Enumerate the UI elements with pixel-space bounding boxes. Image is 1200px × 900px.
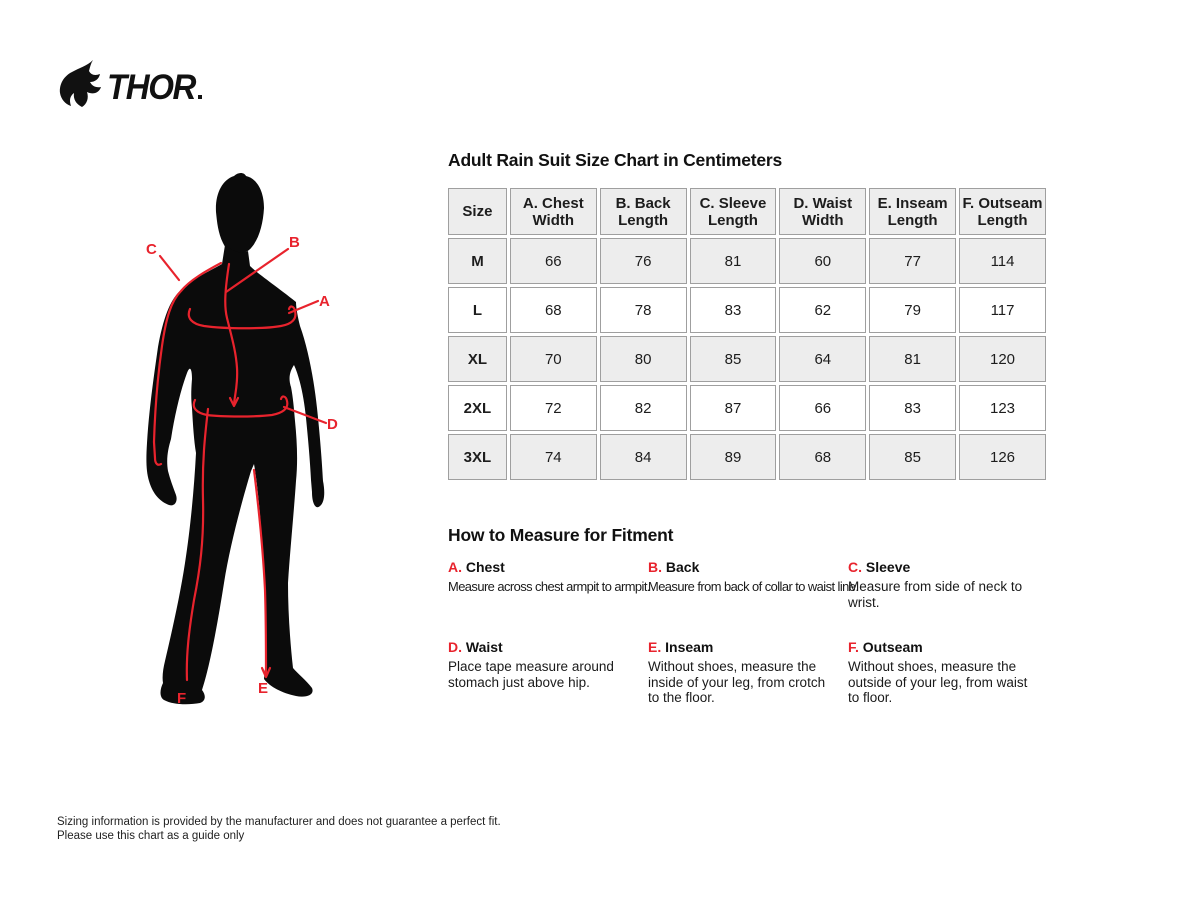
size-cell: XL [448, 336, 507, 382]
size-cell: M [448, 238, 507, 284]
figure-diagram-svg [130, 150, 390, 720]
value-cell: 68 [510, 287, 597, 333]
measure-description: Without shoes, measure the outside of your leg, from waist to floor. [848, 659, 1028, 705]
measure-item-chest [448, 559, 648, 610]
header-cell-back: B. Back Length [600, 188, 687, 235]
table-row-3xl [448, 434, 1046, 480]
value-cell: 81 [690, 238, 777, 284]
measure-letter: A. [448, 559, 462, 575]
measure-name: Inseam [665, 639, 714, 655]
value-cell: 85 [869, 434, 956, 480]
measure-name: Sleeve [865, 559, 911, 575]
value-cell: 87 [690, 385, 777, 431]
measure-item-label [448, 559, 638, 575]
table-row-2xl [448, 385, 1046, 431]
measure-item-outseam [848, 639, 1049, 706]
measure-letter: F. [848, 639, 859, 655]
measure-guide-grid [448, 559, 1049, 706]
value-cell: 79 [869, 287, 956, 333]
main-content [448, 150, 1049, 706]
measurement-figure [130, 150, 390, 720]
measure-name: Back [665, 559, 700, 575]
figure-label-e: E [258, 680, 269, 697]
value-cell: 72 [510, 385, 597, 431]
silhouette-body [146, 245, 324, 704]
measure-letter: C. [848, 559, 862, 575]
value-cell: 66 [510, 238, 597, 284]
value-cell: 85 [690, 336, 777, 382]
value-cell: 89 [690, 434, 777, 480]
measure-description: Measure from back of collar to waist line. [648, 579, 859, 594]
value-cell: 62 [779, 287, 866, 333]
header-cell-size: Size [448, 188, 507, 235]
pointer-line-c [160, 256, 179, 280]
value-cell: 83 [869, 385, 956, 431]
measure-guide-title: How to Measure for Fitment [448, 525, 674, 545]
figure-label-c: C [146, 241, 157, 258]
table-row-m [448, 238, 1046, 284]
measure-item-label [648, 639, 838, 655]
value-cell: 78 [600, 287, 687, 333]
silhouette-head [216, 173, 264, 254]
measure-item-label [648, 559, 838, 575]
measure-letter: E. [648, 639, 662, 655]
table-header-row [448, 188, 1046, 235]
header-cell-inseam: E. Inseam Length [869, 188, 956, 235]
value-cell: 84 [600, 434, 687, 480]
header-cell-waist: D. Waist Width [779, 188, 866, 235]
value-cell: 120 [959, 336, 1046, 382]
value-cell: 83 [690, 287, 777, 333]
size-table [445, 185, 1049, 483]
size-cell: 2XL [448, 385, 507, 431]
value-cell: 74 [510, 434, 597, 480]
measure-description: Without shoes, measure the inside of your leg, from crotch to the floor. [648, 659, 826, 705]
value-cell: 80 [600, 336, 687, 382]
value-cell: 126 [959, 434, 1046, 480]
measure-item-waist [448, 639, 648, 706]
value-cell: 64 [779, 336, 866, 382]
value-cell: 81 [869, 336, 956, 382]
value-cell: 76 [600, 238, 687, 284]
measure-item-back [648, 559, 859, 610]
table-row-l [448, 287, 1046, 333]
thor-logo [57, 58, 207, 110]
measure-item-sleeve [848, 559, 1049, 610]
thor-wordmark: THOR [107, 68, 198, 107]
measure-name: Outseam [862, 639, 923, 655]
measure-letter: B. [648, 559, 662, 575]
value-cell: 123 [959, 385, 1046, 431]
header-cell-sleeve: C. Sleeve Length [690, 188, 777, 235]
header-cell-outseam: F. Outseam Length [959, 188, 1046, 235]
disclaimer-line-2: Please use this chart as a guide only [57, 830, 245, 842]
measure-name: Chest [465, 559, 505, 575]
measure-name: Waist [465, 639, 503, 655]
measure-item-label [848, 639, 1039, 655]
figure-label-a: A [319, 293, 330, 310]
figure-label-b: B [289, 234, 300, 251]
measure-description: Measure from side of neck to wrist. [848, 579, 1023, 610]
value-cell: 60 [779, 238, 866, 284]
figure-label-d: D [327, 416, 338, 433]
value-cell: 114 [959, 238, 1046, 284]
value-cell: 117 [959, 287, 1046, 333]
value-cell: 68 [779, 434, 866, 480]
size-cell: 3XL [448, 434, 507, 480]
figure-label-f: F [177, 690, 187, 707]
thor-goat-head-icon [60, 60, 101, 107]
value-cell: 66 [779, 385, 866, 431]
header-cell-chest: A. Chest Width [510, 188, 597, 235]
value-cell: 70 [510, 336, 597, 382]
measure-item-inseam [648, 639, 848, 706]
footer-disclaimer [57, 815, 501, 843]
wordmark-period [198, 95, 202, 99]
measure-letter: D. [448, 639, 462, 655]
measure-description: Measure across chest armpit to armpit. [448, 579, 650, 594]
measure-item-label [848, 559, 1039, 575]
measure-item-label [448, 639, 638, 655]
size-cell: L [448, 287, 507, 333]
table-row-xl [448, 336, 1046, 382]
value-cell: 77 [869, 238, 956, 284]
size-chart-title: Adult Rain Suit Size Chart in Centimeters [448, 150, 783, 170]
disclaimer-line-1: Sizing information is provided by the manufacturer and does not guarantee a perfect fit. [57, 816, 501, 828]
measure-description: Place tape measure around stomach just above hip. [448, 659, 614, 690]
value-cell: 82 [600, 385, 687, 431]
